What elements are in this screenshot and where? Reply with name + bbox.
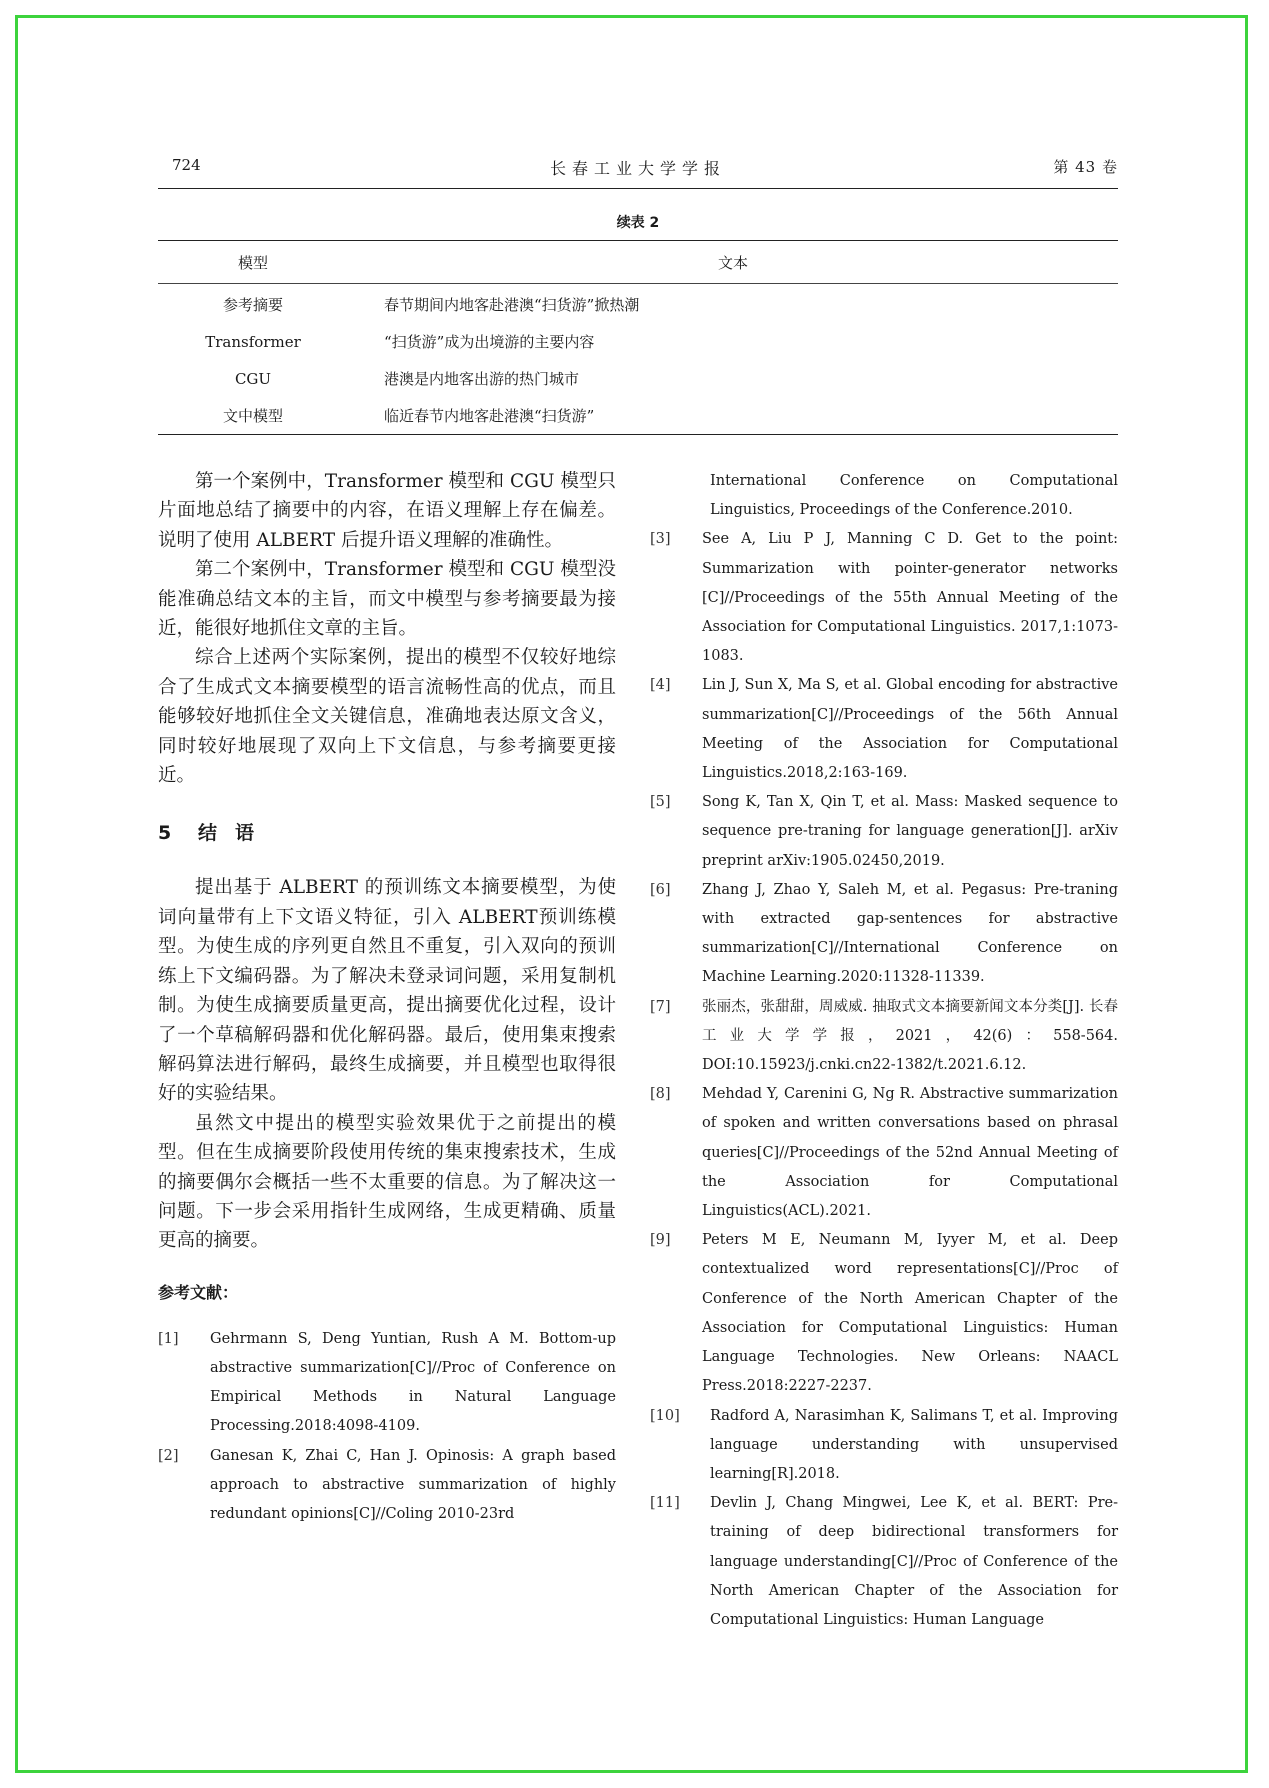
table-header-row <box>158 241 1118 284</box>
reference-text: Song K, Tan X, Qin T, et al. Mass: Masked sequence to sequence pre-traning for language generation[J]. arXiv preprint arXiv:1905.02450,2019. <box>702 794 1118 869</box>
body-paragraph: 第一个案例中，Transformer 模型和 CGU 模型只片面地总结了摘要中的内容，在语义理解上存在偏差。说明了使用 ALBERT 后提升语义理解的准确性。 <box>158 471 616 551</box>
table-cell-text: 春节期间内地客赴港澳“扫货游”掀热潮 <box>384 296 640 314</box>
reference-item <box>650 671 1118 788</box>
table-row <box>158 323 1118 360</box>
table-header-model: 模型 <box>158 241 348 284</box>
reference-number: [11] <box>650 1495 680 1512</box>
reference-text: Lin J, Sun X, Ma S, et al. Global encoding for abstractive summarization[C]//Proceedings of the 56th Annual Meeting of the Association for Computational Linguistics.2018,2:163-169. <box>702 677 1118 782</box>
section-heading <box>158 818 616 845</box>
table-cell-model: CGU <box>234 369 272 388</box>
table-cell-text: 港澳是内地客出游的热门城市 <box>384 370 580 388</box>
body-paragraph: 第二个案例中，Transformer 模型和 CGU 模型没能准确总结文本的主旨，而文中模型与参考摘要最为接近，能很好地抓住文章的主旨。 <box>158 559 616 640</box>
table-row <box>158 284 1118 324</box>
reference-number: [6] <box>650 881 671 898</box>
table-header-text: 文本 <box>348 241 1118 284</box>
reference-item <box>650 788 1118 876</box>
comparison-table <box>158 240 1118 435</box>
reference-number: [9] <box>650 1232 671 1249</box>
table-cell-model: Transformer <box>205 332 301 351</box>
journal-title: 长春工业大学学报 <box>549 159 726 178</box>
reference-text: Radford A, Narasimhan K, Salimans T, et al. Improving language understanding with unsupervised learning[R].2018. <box>710 1407 1118 1482</box>
reference-text: Ganesan K, Zhai C, Han J. Opinosis: A graph based approach to abstractive summarization of highly redundant opinions[C]//Coling 2010-23rd <box>210 1447 616 1522</box>
body-paragraph: 虽然文中提出的模型实验效果优于之前提出的模型。但在生成摘要阶段使用传统的集束搜索技术，生成的摘要偶尔会概括一些不太重要的信息。为了解决这一问题。下一步会采用指针生成网络，生成更精确、质量更高的摘要。 <box>158 1112 616 1252</box>
page-number: 724 <box>172 156 201 174</box>
reference-item <box>158 1325 616 1442</box>
reference-text: Mehdad Y, Carenini G, Ng R. Abstractive summarization of spoken and written conversations based on phrasal queries[C]//Proceedings of the 52nd Annual Meeting of the Association for Computational Linguistics(ACL).2021. <box>702 1086 1118 1220</box>
table-cell-text: “扫货游”成为出境游的主要内容 <box>384 333 595 351</box>
reference-item <box>650 1080 1118 1226</box>
volume-label: 第 43 卷 <box>1053 158 1118 176</box>
table-cell-text: 临近春节内地客赴港澳“扫货游” <box>384 407 595 425</box>
reference-item <box>158 1442 616 1530</box>
left-column <box>158 467 616 1529</box>
reference-number: [10] <box>650 1407 680 1424</box>
reference-item <box>650 525 1118 671</box>
reference-item <box>650 993 1118 1081</box>
reference-text: Peters M E, Neumann M, Iyyer M, et al. Deep contextualized word representations[C]//Proc of Conference of the North American Chapter of the Association for Computational Linguistics: Human Language Technologies. New Orleans: NAACL Press.2018:2227-2237. <box>702 1232 1118 1395</box>
reference-text: Zhang J, Zhao Y, Saleh M, et al. Pegasus: Pre-traning with extracted gap-sentences for abstractive summarization[C]//International Conference on Machine Learning.2020:11328-11339. <box>702 881 1118 986</box>
reference-number: [4] <box>650 677 671 694</box>
reference-item <box>650 1402 1118 1490</box>
reference-item <box>650 1489 1118 1635</box>
table-row <box>158 360 1118 397</box>
table-caption: 续表 2 <box>616 215 660 231</box>
reference-item <box>650 876 1118 993</box>
references-heading: 参考文献： <box>158 1282 239 1302</box>
table-row <box>158 397 1118 435</box>
table-cell-model: 文中模型 <box>222 407 283 425</box>
reference-text: 张丽杰，张甜甜，周威威. 抽取式文本摘要新闻文本分类[J]. 长春工业大学学报，2021，42(6)：558-564. DOI:10.15923/j.cnki.cn22-1382/t.2021.6.12. <box>702 998 1118 1074</box>
reference-text: See A, Liu P J, Manning C D. Get to the point: Summarization with pointer-generator networks [C]//Proceedings of the 55th Annual Meeting of the Association for Computational Linguistics. 2017,1:1073-1083. <box>702 531 1118 665</box>
running-header <box>158 152 1118 189</box>
reference-text: Gehrmann S, Deng Yuntian, Rush A M. Bottom-up abstractive summarization[C]//Proc of Conference on Empirical Methods in Natural Language Processing.2018:4098-4109. <box>210 1330 616 1435</box>
section-number: 5 <box>158 822 173 845</box>
reference-item <box>650 1226 1118 1401</box>
reference-number: [5] <box>650 794 671 811</box>
body-paragraph: 提出基于 ALBERT 的预训练文本摘要模型，为使词向量带有上下文语义特征，引入 ALBERT预训练模型。为使生成的序列更自然且不重复，引入双向的预训练上下文编码器。为了解决未登录词问题，采用复制机制。为使生成摘要质量更高，提出摘要优化过程，设计了一个草稿解码器和优化解码器。最后，使用集束搜索解码算法进行解码，最终生成摘要，并且模型也取得很好的实验结果。 <box>158 877 616 1105</box>
right-column <box>650 467 1118 1635</box>
section-title: 结语 <box>198 822 273 845</box>
reference-text: Devlin J, Chang Mingwei, Lee K, et al. BERT: Pre-training of deep bidirectional transformers for language understanding[C]//Proc of Conference of the North American Chapter of the Association for Computational Linguistics: Human Language <box>710 1495 1118 1628</box>
body-paragraph: 综合上述两个实际案例，提出的模型不仅较好地综合了生成式文本摘要模型的语言流畅性高的优点，而且能够较好地抓住全文关键信息，准确地表达原文含义，同时较好地展现了双向上下文信息，与参考摘要更接近。 <box>158 647 616 787</box>
reference-number: [2] <box>158 1447 179 1464</box>
reference-number: [8] <box>650 1086 671 1103</box>
reference-continuation: International Conference on Computational Linguistics, Proceedings of the Conference.2010. <box>710 473 1118 519</box>
reference-number: [1] <box>158 1330 179 1347</box>
table-cell-model: 参考摘要 <box>222 296 283 314</box>
reference-number: [7] <box>650 998 671 1015</box>
reference-number: [3] <box>650 531 671 548</box>
